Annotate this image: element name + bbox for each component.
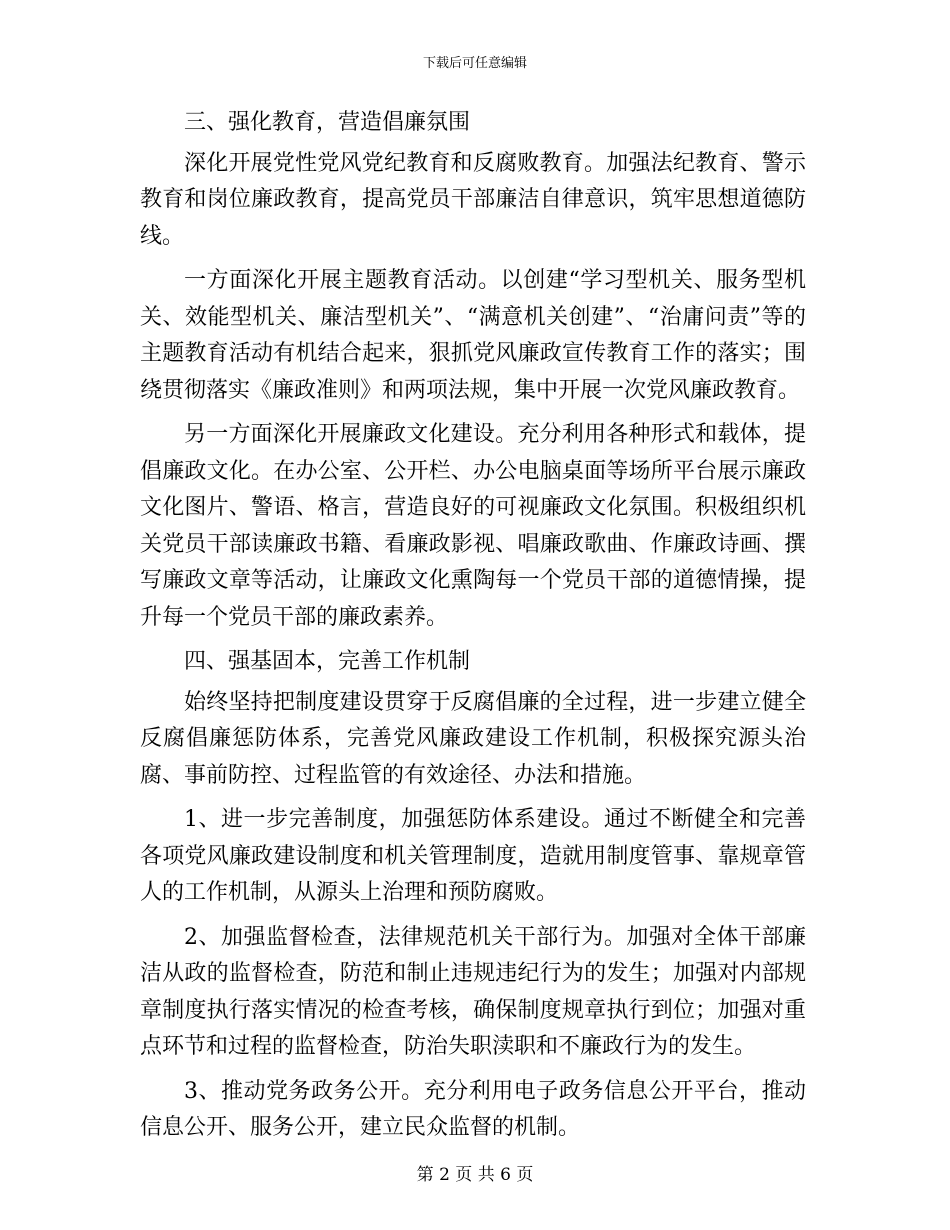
paragraph: 2、加强监督检查，法律规范机关干部行为。加强对全体干部廉洁从政的监督检查，防范和制止违规违纪行为的发生；加强对内部规章制度执行落实情况的检查考核，确保制度规章执行到位；加强对重点环节和过程的监督检查，防治失职渎职和不廉政行为的发生。 (140, 924, 806, 1059)
paragraph: 一方面深化开展主题教育活动。以创建“学习型机关、服务型机关、效能型机关、廉洁型机关”、“满意机关创建”、“治庸问责”等的主题教育活动有机结合起来，狠抓党风廉政宣传教育工作的落实；围绕贯彻落实《廉政准则》和两项法规，集中开展一次党风廉政教育。 (140, 268, 806, 403)
section-heading-4: 四、强基固本，完善工作机制 (184, 649, 471, 674)
page-number: 第 2 页 共 6 页 (416, 1165, 534, 1185)
document-body (140, 105, 806, 1155)
paragraph: 另一方面深化开展廉政文化建设。充分利用各种形式和载体，提倡廉政文化。在办公室、公开栏、办公电脑桌面等场所平台展示廉政文化图片、警语、格言，营造良好的可视廉政文化氛围。积极组织机关党员干部读廉政书籍、看廉政影视、唱廉政歌曲、作廉政诗画、撰写廉政文章等活动，让廉政文化熏陶每一个党员干部的道德情操，提升每一个党员干部的廉政素养。 (140, 422, 806, 630)
paragraph: 1、进一步完善制度，加强惩防体系建设。通过不断健全和完善各项党风廉政建设制度和机关管理制度，造就用制度管事、靠规章管人的工作机制，从源头上治理和预防腐败。 (140, 807, 806, 905)
paragraph: 深化开展党性党风党纪教育和反腐败教育。加强法纪教育、警示教育和岗位廉政教育，提高党员干部廉洁自律意识，筑牢思想道德防线。 (140, 150, 806, 249)
paragraph: 3、推动党务政务公开。充分利用电子政务信息公开平台，推动信息公开、服务公开，建立民众监督的机制。 (140, 1078, 806, 1140)
paragraph: 始终坚持把制度建设贯穿于反腐倡廉的全过程，进一步建立健全反腐倡廉惩防体系，完善党风廉政建设工作机制，积极探究源头治腐、事前防控、过程监管的有效途径、办法和措施。 (140, 689, 806, 788)
section-heading-3: 三、强化教育，营造倡廉氛围 (184, 110, 471, 135)
page-header-note: 下载后可任意编辑 (422, 56, 527, 71)
